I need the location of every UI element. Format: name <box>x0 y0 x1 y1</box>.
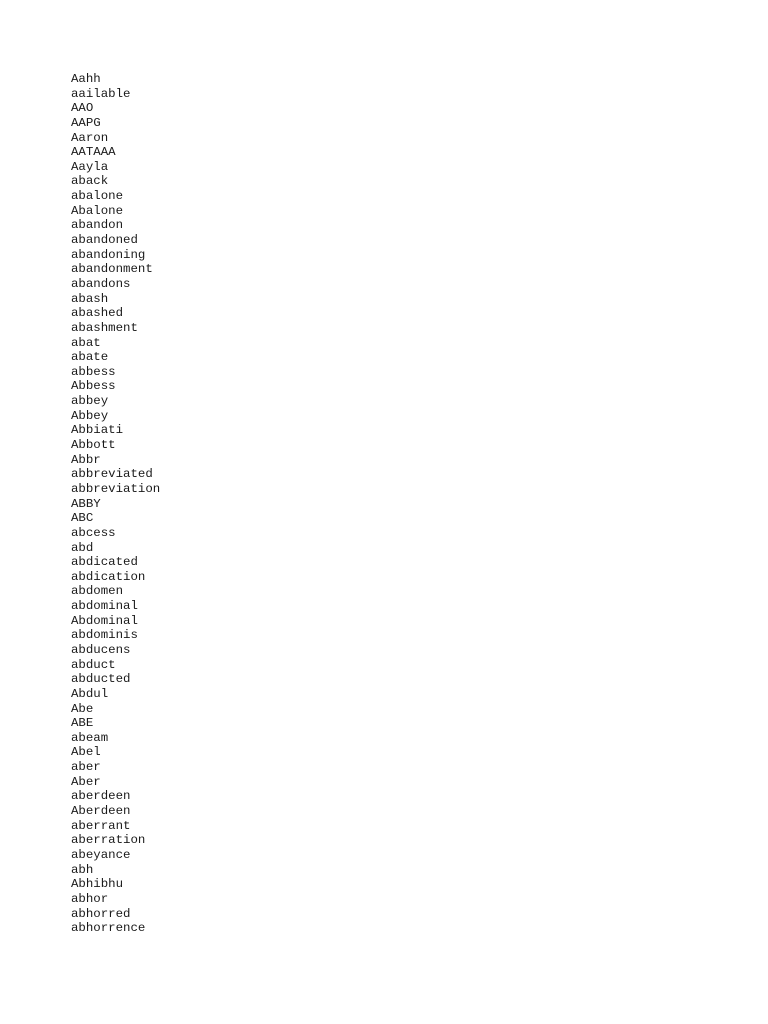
word-list <box>71 72 160 936</box>
word-entry: abdicated <box>71 555 138 570</box>
word-entry: abeyance <box>71 847 131 862</box>
word-entry: abbreviation <box>71 481 161 496</box>
word-entry: Abbott <box>71 438 116 453</box>
word-entry: Abhibhu <box>71 877 124 892</box>
word-entry: Abdul <box>71 686 109 701</box>
word-entry: abcess <box>71 525 116 540</box>
word-entry: AAO <box>71 101 94 116</box>
word-entry: Abbiati <box>71 423 124 438</box>
word-entry: abate <box>71 350 109 365</box>
word-entry: aberration <box>71 833 146 848</box>
word-entry: aberdeen <box>71 789 131 804</box>
word-entry: Abbr <box>71 452 101 467</box>
word-entry: abandonment <box>71 262 153 277</box>
word-entry: aailable <box>71 86 131 101</box>
word-entry: abashed <box>71 306 124 321</box>
word-entry: abducted <box>71 672 131 687</box>
word-entry: abbess <box>71 364 116 379</box>
word-entry: ABC <box>71 511 94 526</box>
word-entry: abhorrence <box>71 921 146 936</box>
word-entry: AATAAA <box>71 145 116 160</box>
word-entry: abeam <box>71 730 109 745</box>
word-entry: Abalone <box>71 203 124 218</box>
word-entry: abh <box>71 862 94 877</box>
word-entry: abbey <box>71 394 109 409</box>
word-entry: abandoning <box>71 247 146 262</box>
word-entry: aback <box>71 174 109 189</box>
word-entry: ABE <box>71 716 94 731</box>
word-entry: abducens <box>71 642 131 657</box>
word-entry: abd <box>71 540 94 555</box>
word-entry: abashment <box>71 320 138 335</box>
word-entry: Abbess <box>71 379 116 394</box>
word-entry: Aberdeen <box>71 804 131 819</box>
word-entry: abdominal <box>71 599 138 614</box>
word-entry: Aaron <box>71 130 109 145</box>
word-entry: abduct <box>71 657 116 672</box>
word-entry: abdominis <box>71 628 138 643</box>
word-entry: abhorred <box>71 906 131 921</box>
word-entry: abalone <box>71 189 124 204</box>
word-entry: Aahh <box>71 72 101 86</box>
word-entry: AAPG <box>71 115 101 130</box>
word-entry: Aber <box>71 774 101 789</box>
word-entry: abbreviated <box>71 467 153 482</box>
word-entry: abat <box>71 335 101 350</box>
word-entry: Abel <box>71 745 101 760</box>
word-entry: Aayla <box>71 159 109 174</box>
word-entry: abandoned <box>71 233 138 248</box>
word-entry: Abe <box>71 701 94 716</box>
word-entry: abandon <box>71 218 124 233</box>
word-entry: Abbey <box>71 408 109 423</box>
word-entry: abandons <box>71 276 131 291</box>
word-entry: Abdominal <box>71 613 138 628</box>
word-entry: abdication <box>71 569 146 584</box>
word-entry: abash <box>71 291 109 306</box>
word-entry: aberrant <box>71 818 131 833</box>
word-entry: abdomen <box>71 584 124 599</box>
word-entry: abhor <box>71 891 109 906</box>
word-entry: aber <box>71 760 101 775</box>
word-entry: ABBY <box>71 496 101 511</box>
